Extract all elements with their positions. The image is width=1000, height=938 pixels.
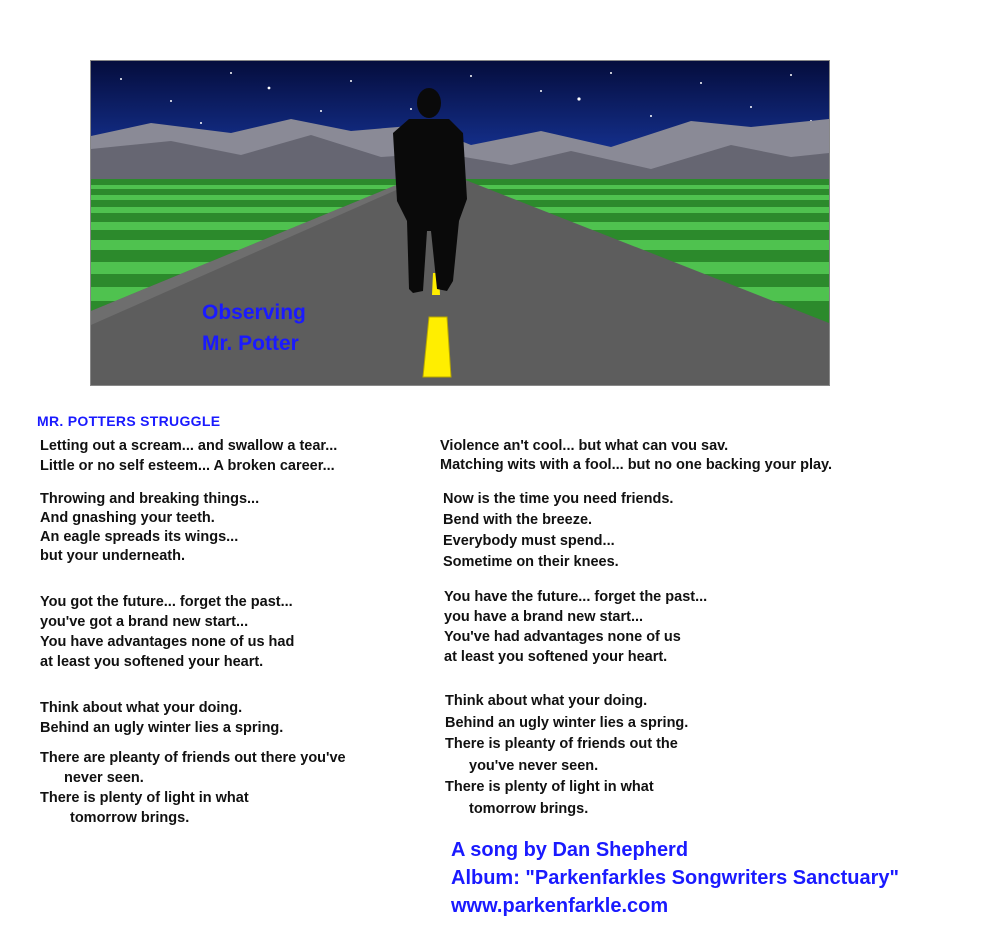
lyrics-stanza: [40, 592, 346, 672]
lyric-line: you've never seen.: [469, 757, 599, 774]
lyric-line: There is plenty of light in what: [40, 790, 249, 806]
lyric-line: Behind an ugly winter lies a spring.: [445, 714, 689, 731]
lyric-line: Violence an't cool... but what can vou sav.: [440, 438, 729, 454]
lyric-line: at least you softened your heart.: [444, 649, 668, 665]
banner-title-line2: Mr. Potter: [202, 332, 299, 355]
banner-image: [90, 60, 830, 386]
lyrics-stanza: [40, 698, 346, 738]
lyrics-stanza: [440, 437, 832, 475]
lyrics-left-column: [40, 436, 346, 840]
lyrics-stanza: [440, 489, 832, 573]
credit-author: A song by Dan Shepherd: [451, 839, 689, 861]
lyric-line: You got the future... forget the past...: [40, 594, 293, 610]
lyric-line: You've had advantages none of us: [444, 629, 681, 645]
banner-title: [202, 297, 306, 359]
lyric-line: you have a brand new start...: [444, 609, 644, 625]
lyric-line: And gnashing your teeth.: [40, 510, 215, 526]
lyric-line: Sometime on their knees.: [443, 554, 619, 570]
lyric-line: Think about what your doing.: [445, 693, 648, 709]
lyric-line: Everybody must spend...: [443, 533, 615, 549]
lyric-line: There is plenty of light in what: [445, 779, 654, 795]
lyrics-right-column: [440, 437, 832, 832]
lyrics-stanza: [40, 436, 346, 476]
lyrics-stanza: [440, 587, 832, 667]
lyric-line: Behind an ugly winter lies a spring.: [40, 720, 284, 736]
lyric-line: never seen.: [64, 770, 144, 786]
song-title: MR. POTTERS STRUGGLE: [37, 413, 221, 429]
lyric-line: Matching wits with a fool... but no one backing your play.: [440, 457, 833, 473]
lyric-line: Throwing and breaking things...: [40, 491, 260, 507]
credit-album: Album: "Parkenfarkles Songwriters Sanctuary": [451, 867, 899, 889]
lyrics-stanza: [440, 691, 832, 820]
lyric-line: You have advantages none of us had: [40, 634, 295, 650]
lyric-line: There is pleanty of friends out the: [445, 736, 678, 752]
lyric-line: An eagle spreads its wings...: [40, 529, 239, 545]
lyric-line: Little or no self esteem... A broken career...: [40, 458, 335, 474]
lyrics-stanza: [40, 748, 346, 828]
song-credits: [451, 836, 899, 920]
lyric-line: you've got a brand new start...: [40, 614, 249, 630]
lyric-line: Bend with the breeze.: [443, 512, 593, 528]
banner-title-line1: Observing: [202, 301, 306, 324]
lyric-line: You have the future... forget the past...: [444, 589, 708, 605]
lyrics-stanza: [40, 490, 346, 566]
lyric-line: Think about what your doing.: [40, 700, 243, 716]
lyric-line: at least you softened your heart.: [40, 654, 264, 670]
lyric-line: There are pleanty of friends out there you've: [40, 750, 346, 766]
lyric-line: Letting out a scream... and swallow a tear...: [40, 438, 338, 454]
lyric-line: tomorrow brings.: [469, 800, 589, 817]
lyric-line: tomorrow brings.: [70, 810, 190, 826]
lyric-line: but your underneath.: [40, 548, 185, 564]
credit-website-link[interactable]: www.parkenfarkle.com: [451, 895, 669, 917]
lyric-line: Now is the time you need friends.: [443, 491, 674, 507]
